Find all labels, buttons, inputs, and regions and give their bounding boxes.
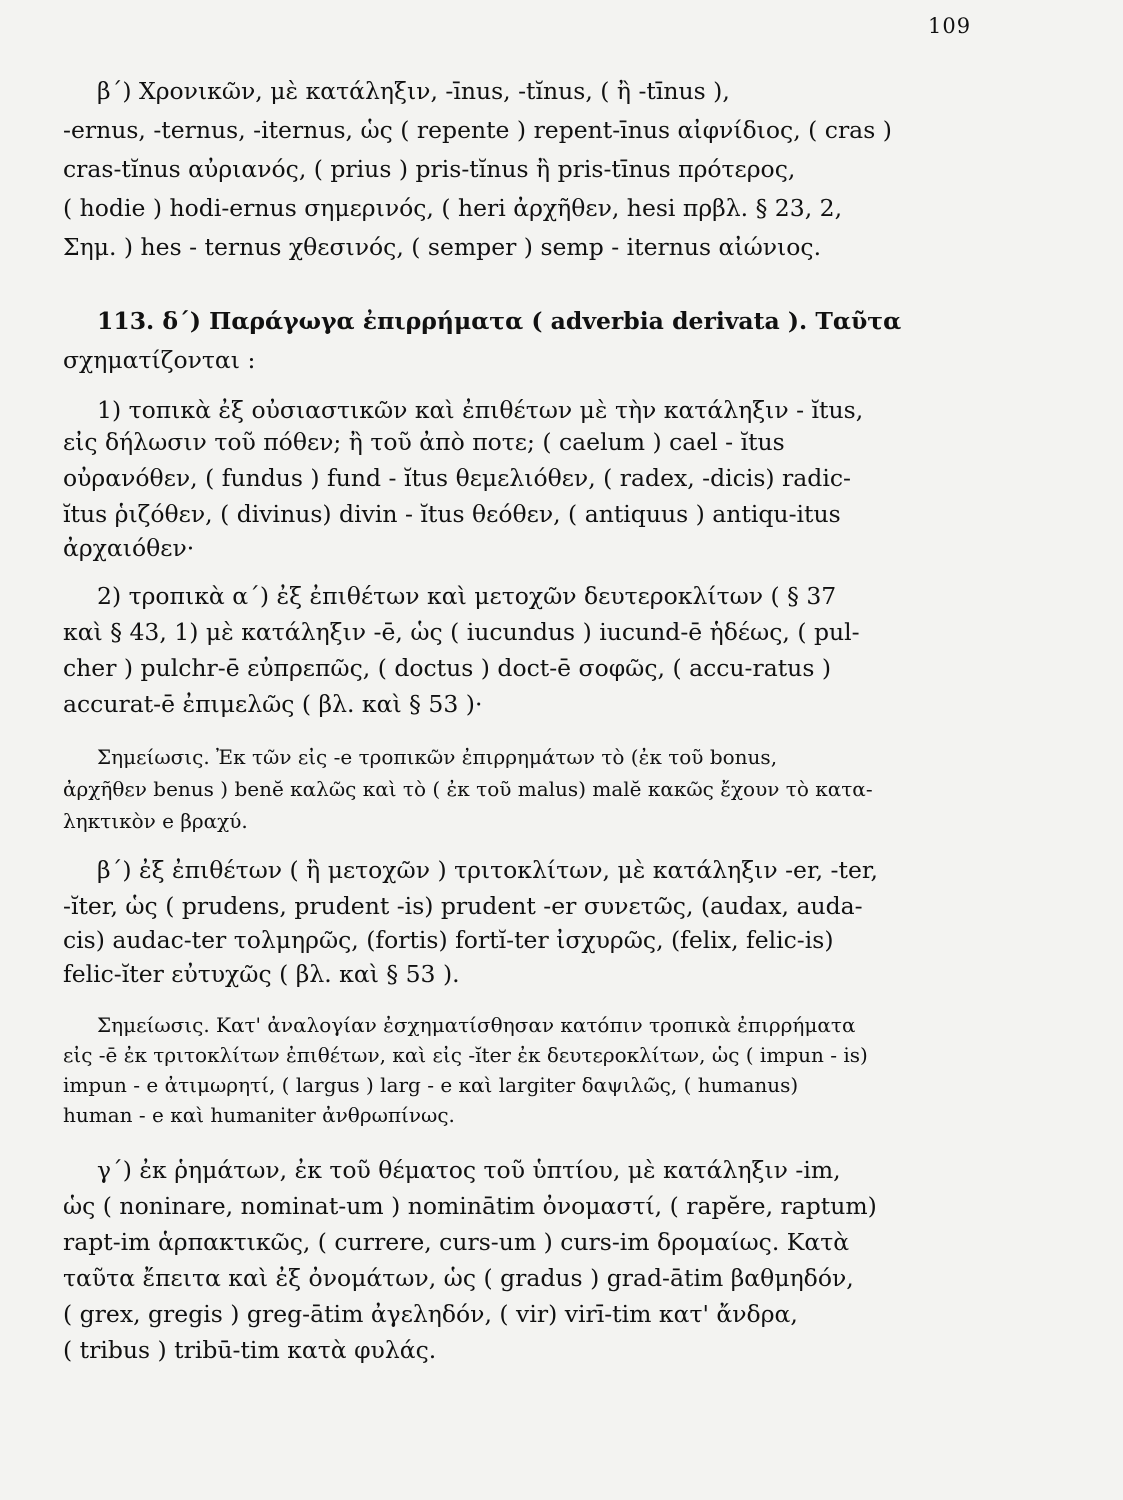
text-line: -ĭter, ὡς ( prudens, prudent -is) prudent -er συνετῶς, (audax, auda- (63, 892, 863, 920)
text-line: felic-ĭter εὐτυχῶς ( βλ. καὶ § 53 ). (63, 960, 460, 988)
note-line: ληκτικὸν e βραχύ. (63, 809, 248, 833)
text-line: rapt-im ἁρπακτικῶς, ( currere, curs-um ) curs-im δρομαίως. Κατὰ (63, 1228, 850, 1256)
text-line: ἀρχαιόθεν· (63, 534, 195, 562)
text-line: cras-tĭnus αὐριανός, ( prius ) pris-tĭnus ἢ pris-tīnus πρότερος, (63, 155, 796, 183)
text-line: 2) τροπικὰ α΄) ἐξ ἐπιθέτων καὶ μετοχῶν δευτεροκλίτων ( § 37 (97, 582, 837, 610)
note-line: Σημείωσις. Ἐκ τῶν εἰς -e τροπικῶν ἐπιρρημάτων τὸ (ἐκ τοῦ bonus, (97, 745, 778, 769)
note-line: Σημείωσις. Κατ' ἀναλογίαν ἐσχηματίσθησαν κατόπιν τροπικὰ ἐπιρρήματα (97, 1013, 856, 1037)
text-line: -ernus, -ternus, -iternus, ὡς ( repente ) repent-īnus αἰφνίδιος, ( cras ) (63, 116, 892, 144)
text-line: ταῦτα ἔπειτα καὶ ἐξ ὀνομάτων, ὡς ( gradus ) grad-ātim βαθμηδόν, (63, 1264, 854, 1292)
text-line: 1) τοπικὰ ἐξ οὐσιαστικῶν καὶ ἐπιθέτων μὲ τὴν κατάληξιν - ĭtus, (97, 396, 864, 424)
text-line: ( grex, gregis ) greg-ātim ἀγεληδόν, ( vir) virī-tim κατ' ἄνδρα, (63, 1300, 798, 1328)
text-line: καὶ § 43, 1) μὲ κατάληξιν -ē, ὡς ( iucundus ) iucund-ē ἡδέως, ( pul- (63, 618, 860, 646)
text-line: accurat-ē ἐπιμελῶς ( βλ. καὶ § 53 )· (63, 690, 483, 718)
text-line: ( tribus ) tribū-tim κατὰ φυλάς. (63, 1336, 437, 1364)
text-line: β΄) ἐξ ἐπιθέτων ( ἢ μετοχῶν ) τριτοκλίτων, μὲ κατάληξιν -er, -ter, (97, 856, 878, 884)
text-line: ὡς ( noninare, nominat-um ) nominātim ὀνομαστί, ( rapĕre, raptum) (63, 1192, 877, 1220)
text-line: β΄) Χρονικῶν, μὲ κατάληξιν, -īnus, -tĭnus, ( ἢ -tīnus ), (97, 77, 730, 105)
note-line: εἰς -ē ἐκ τριτοκλίτων ἐπιθέτων, καὶ εἰς -ĭter ἐκ δευτεροκλίτων, ὡς ( impun - is) (63, 1043, 868, 1067)
text-line: εἰς δήλωσιν τοῦ πόθεν; ἢ τοῦ ἀπὸ ποτε; ( caelum ) cael - ĭtus (63, 428, 785, 456)
text-line: σχηματίζονται : (63, 346, 256, 374)
page-number: 109 (928, 14, 972, 38)
text-line: οὐρανόθεν, ( fundus ) fund - ĭtus θεμελιόθεν, ( radex, -dicis) radic- (63, 464, 851, 492)
text-line: γ΄) ἐκ ῥημάτων, ἐκ τοῦ θέματος τοῦ ὑπτίου, μὲ κατάληξιν -im, (97, 1156, 841, 1184)
text-line: Σημ. ) hes - ternus χθεσινός, ( semper ) semp - iternus αἰώνιος. (63, 233, 822, 261)
note-line: ἀρχῆθεν benus ) benĕ καλῶς καὶ τὸ ( ἐκ τοῦ malus) malĕ κακῶς ἔχουν τὸ κατα- (63, 777, 873, 801)
text-line: ( hodie ) hodi-ernus σημερινός, ( heri ἀρχῆθεν, hesi πρβλ. § 23, 2, (63, 194, 843, 222)
text-line: ĭtus ῥιζόθεν, ( divinus) divin - ĭtus θεόθεν, ( antiquus ) antiqu-itus (63, 500, 841, 528)
text-line: cis) audac-ter τολμηρῶς, (fortis) fortĭ-ter ἰσχυρῶς, (felix, felic-is) (63, 926, 834, 954)
note-line: human - e καὶ humaniter ἀνθρωπίνως. (63, 1103, 455, 1127)
text-line: cher ) pulchr-ē εὐπρεπῶς, ( doctus ) doct-ē σοφῶς, ( accu-ratus ) (63, 654, 832, 682)
note-line: impun - e ἀτιμωρητί, ( largus ) larg - e καὶ largiter δαψιλῶς, ( humanus) (63, 1073, 799, 1097)
section-heading: 113. δ΄) Παράγωγα ἐπιρρήματα ( adverbia derivata ). Ταῦτα (97, 307, 902, 335)
